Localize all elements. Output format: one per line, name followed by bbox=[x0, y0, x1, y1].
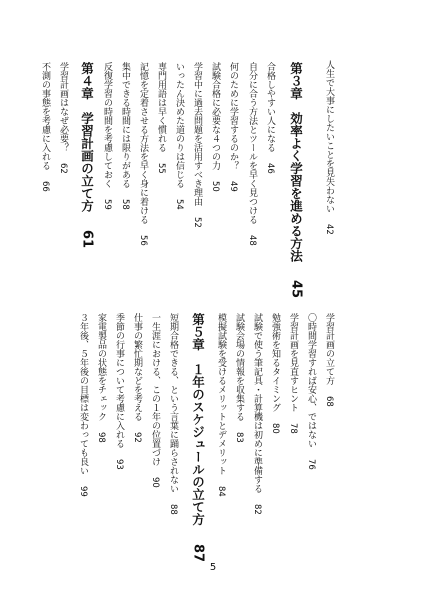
toc-entry-page: 76 bbox=[306, 458, 316, 470]
chapter-page: 87 bbox=[190, 543, 206, 562]
toc-entry-title: 学習計画の立て方 bbox=[324, 313, 334, 385]
toc-entry bbox=[78, 313, 87, 497]
toc-entry-page: 59 bbox=[102, 198, 112, 210]
toc-entry bbox=[288, 313, 297, 434]
toc-entry-title: 記憶を定着させる方法を早く身に着ける bbox=[138, 62, 148, 224]
chapter-heading bbox=[191, 313, 205, 562]
toc-entry-page: 55 bbox=[156, 162, 166, 174]
toc-entry-page: 62 bbox=[58, 162, 68, 174]
toc-entry bbox=[270, 313, 279, 434]
toc-entry bbox=[96, 313, 105, 443]
toc-entry bbox=[324, 60, 333, 235]
toc-entry-page: 93 bbox=[114, 458, 124, 470]
toc-entry bbox=[58, 62, 67, 174]
toc-entry-title: 学習計画はなぜ必要？ bbox=[58, 62, 68, 152]
toc-entry-title: ３年後、５年後の目標は変わっても良い bbox=[78, 313, 88, 475]
toc-entry-title: 試験で使う筆記具・計算機は初めに準備する bbox=[252, 313, 262, 493]
toc-entry-page: 82 bbox=[252, 503, 262, 515]
toc-entry-title: 何のために学習するのか？ bbox=[228, 62, 238, 170]
toc-entry bbox=[40, 62, 49, 192]
toc-entry bbox=[168, 313, 177, 515]
toc-entry-page: 50 bbox=[210, 180, 220, 192]
toc-entry-page: 83 bbox=[234, 431, 244, 443]
toc-entry bbox=[150, 313, 159, 488]
toc-entry-title: 学習計画を見直すヒント bbox=[288, 313, 298, 412]
toc-entry-page: 80 bbox=[270, 422, 280, 434]
chapter-title: 第５章 １年のスケジュールの立て方 bbox=[190, 313, 206, 526]
toc-entry bbox=[247, 62, 256, 246]
toc-entry-title: 試験合格に必要な４つの力 bbox=[210, 62, 220, 170]
toc-entry bbox=[114, 313, 123, 470]
chapter-title: 第４章 学習計画の立て方 bbox=[79, 62, 95, 212]
chapter-heading bbox=[289, 62, 303, 298]
toc-entry-page: 48 bbox=[247, 234, 257, 246]
toc-entry-page: 68 bbox=[324, 395, 334, 407]
toc-entry-page: 66 bbox=[40, 180, 50, 192]
toc-entry bbox=[102, 62, 111, 210]
toc-entry bbox=[156, 62, 165, 174]
toc-entry-page: 99 bbox=[78, 485, 88, 497]
toc-entry-title: 家電製品の状態をチェック bbox=[96, 313, 106, 421]
toc-entry-page: 52 bbox=[192, 216, 202, 228]
toc-entry-title: 〇時間学習すれば安心、ではない bbox=[306, 313, 316, 448]
toc-entry bbox=[138, 62, 147, 246]
toc-entry-title: 反復学習の時間を考慮しておく bbox=[102, 62, 112, 188]
toc-entry bbox=[132, 313, 141, 443]
toc-entry-page: 54 bbox=[174, 198, 184, 210]
toc-entry-title: 仕事の繁忙期などを考える bbox=[132, 313, 142, 421]
toc-entry-page: 88 bbox=[168, 503, 178, 515]
toc-entry-title: 専門用語は早く慣れる bbox=[156, 62, 166, 152]
toc-entry bbox=[252, 313, 261, 515]
chapter-title: 第３章 効率よく学習を進める方法 bbox=[288, 62, 304, 262]
toc-entry-title: 集中できる時間には限りがある bbox=[120, 62, 130, 188]
toc-entry bbox=[210, 62, 219, 192]
page-number: 5 bbox=[209, 562, 217, 573]
toc-entry-page: 56 bbox=[138, 234, 148, 246]
toc-entry-title: 人生で大事にしたいことを見失わない bbox=[324, 60, 334, 213]
toc-entry-page: 49 bbox=[228, 180, 238, 192]
toc-entry-title: 模擬試験を受けるメリットとデメリット bbox=[216, 313, 226, 475]
toc-entry-title: 季節の行事について考慮に入れる bbox=[114, 313, 124, 448]
toc-entry-page: 98 bbox=[96, 431, 106, 443]
toc-entry-title: 短期合格できる、という言葉に踊らされない bbox=[168, 313, 178, 493]
toc-entry-page: 78 bbox=[288, 422, 298, 434]
toc-entry bbox=[306, 313, 315, 470]
toc-entry-title: 自分に合う方法とツールを早く見つける bbox=[247, 62, 257, 224]
toc-entry-title: 一生涯における、この１年の位置づけ bbox=[150, 313, 160, 466]
toc-entry-page: 46 bbox=[265, 162, 275, 174]
toc-entry bbox=[174, 62, 183, 210]
toc-entry bbox=[265, 62, 274, 174]
toc-entry bbox=[120, 62, 129, 210]
toc-entry-title: 学習中に過去問題を活用すべき理由 bbox=[192, 62, 202, 206]
toc-entry-title: 勉強術を知るタイミング bbox=[270, 313, 280, 412]
chapter-page: 45 bbox=[288, 280, 304, 299]
toc-entry bbox=[192, 62, 201, 228]
toc-entry bbox=[234, 313, 243, 443]
toc-entry bbox=[324, 313, 333, 407]
toc-entry-page: 90 bbox=[150, 476, 160, 488]
toc-entry bbox=[216, 313, 225, 497]
toc-entry-page: 58 bbox=[120, 198, 130, 210]
toc-entry-page: 92 bbox=[132, 431, 142, 443]
toc-entry-title: 試験会場の情報を収集する bbox=[234, 313, 244, 421]
toc-entry-page: 42 bbox=[324, 223, 334, 235]
toc-entry-page: 84 bbox=[216, 485, 226, 497]
toc-entry bbox=[228, 62, 237, 192]
toc-entry-title: 合格しやすい人になる bbox=[265, 62, 275, 152]
toc-entry-title: いったん決めた道のりは信じる bbox=[174, 62, 184, 188]
chapter-heading bbox=[80, 62, 94, 248]
chapter-page: 61 bbox=[79, 230, 95, 249]
toc-entry-title: 不測の事態を考慮に入れる bbox=[40, 62, 50, 170]
